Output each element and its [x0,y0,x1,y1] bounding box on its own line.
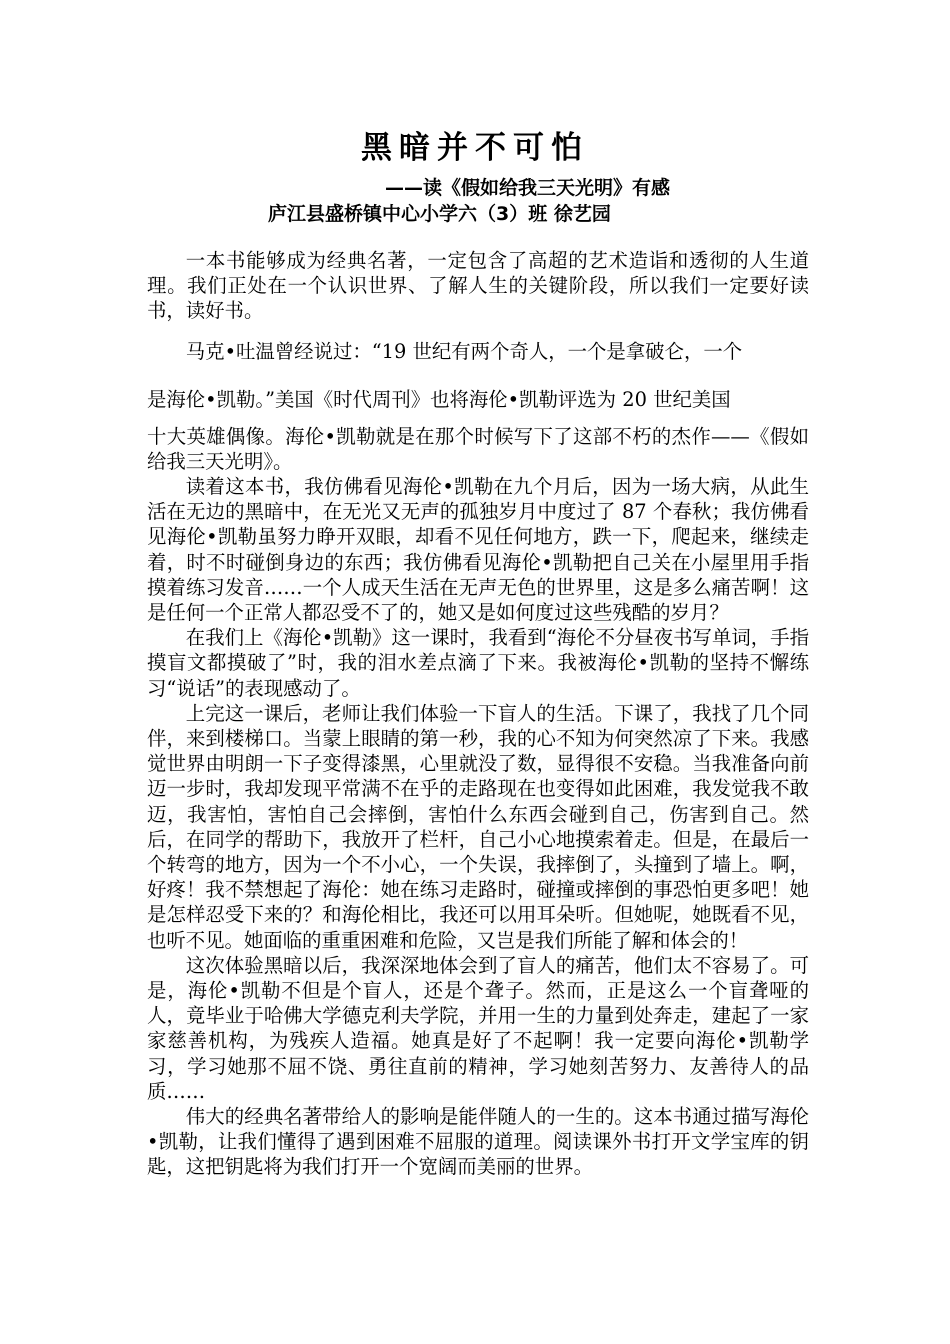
quote-continuation-block [147,424,809,474]
paragraph-5: 伟大的经典名著带给人的影响是能伴随人的一生的。这本书通过描写海伦•凯勒，让我们懂得了遇到困难不屈服的道理。阅读课外书打开文学宝库的钥匙，这把钥匙将为我们打开一个宽阔而美丽的世界。 [147,1105,809,1179]
main-paragraphs [147,474,809,1180]
quote-line-3: 十大英雄偶像。海伦•凯勒就是在那个时候写下了这部不朽的杰作——《假如给我三天光明》。 [147,425,809,474]
paragraph-3: 上完这一课后，老师让我们体验一下盲人的生活。下课了，我找了几个同伴，来到楼梯口。当蒙上眼睛的第一秒，我的心不知为何突然凉了下来。我感觉世界由明朗一下子变得漆黑，心里就没了数，显得很不安稳。当我准备向前迈一步时，我却发现平常满不在乎的走路现在也变得如此困难，我发觉我不敢迈，我害怕，害怕自己会摔倒，害怕什么东西会碰到自己，伤害到自己。然后，在同学的帮助下，我放开了栏杆，自己小心地摸索着走。但是，在最后一个转弯的地方，因为一个不小心，一个失误，我摔倒了，头撞到了墙上。啊，好疼！我不禁想起了海伦：她在练习走路时，碰撞或摔倒的事恐怕更多吧！她是怎样忍受下来的？和海伦相比，我还可以用耳朵听。但她呢，她既看不见，也听不见。她面临的重重困难和危险，又岂是我们所能了解和体会的！ [147,701,809,952]
paragraph-2: 在我们上《海伦•凯勒》这一课时，我看到“海伦不分昼夜书写单词，手指摸盲文都摸破了”时，我的泪水差点滴了下来。我被海伦•凯勒的坚持不懈练习“说话”的表现感动了。 [147,626,809,700]
paragraph-4: 这次体验黑暗以后，我深深地体会到了盲人的痛苦，他们太不容易了。可是，海伦•凯勒不但是个盲人，还是个聋子。然而，正是这么一个盲聋哑的人，竟毕业于哈佛大学德克利夫学院，并用一生的力量到处奔走，建起了一家家慈善机构，为残疾人造福。她真是好了不起啊！我一定要向海伦•凯勒学习，学习她那不屈不饶、勇往直前的精神，学习她刻苦努力、友善待人的品质…… [147,953,809,1103]
paragraph-1: 读着这本书，我仿佛看见海伦•凯勒在九个月后，因为一场大病，从此生活在无边的黑暗中，在无光又无声的孤独岁月中度过了 87 个春秋；我仿佛看见海伦•凯勒虽努力睁开双眼，却看不见任何地方，跌一下，爬起来，继续走着，时不时碰倒身边的东西；我仿佛看见海伦•凯勒把自己关在小屋里用手指摸着练习发音……一个人成天生活在无声无色的世界里，这是多么痛苦啊！这是任何一个正常人都忍受不了的，她又是如何度过这些残酷的岁月？ [147,475,809,625]
essay-title: 黑暗并不可怕 [361,130,589,166]
author-line: 庐江县盛桥镇中心小学六（3）班 徐艺园 [268,203,611,225]
quote-line-2: 是海伦•凯勒。”美国《时代周刊》也将海伦•凯勒评选为 20 世纪美国 [147,388,731,411]
intro-paragraph: 一本书能够成为经典名著，一定包含了高超的艺术造诣和透彻的人生道理。我们正处在一个认识世界、了解人生的关键阶段，所以我们一定要好读书，读好书。 [147,249,809,323]
essay-subtitle: ——读《假如给我三天光明》有感 [385,177,671,199]
quote-line-1: 马克•吐温曾经说过：“19 世纪有两个奇人，一个是拿破仑，一个 [185,340,743,363]
intro-paragraph-block [147,248,809,324]
